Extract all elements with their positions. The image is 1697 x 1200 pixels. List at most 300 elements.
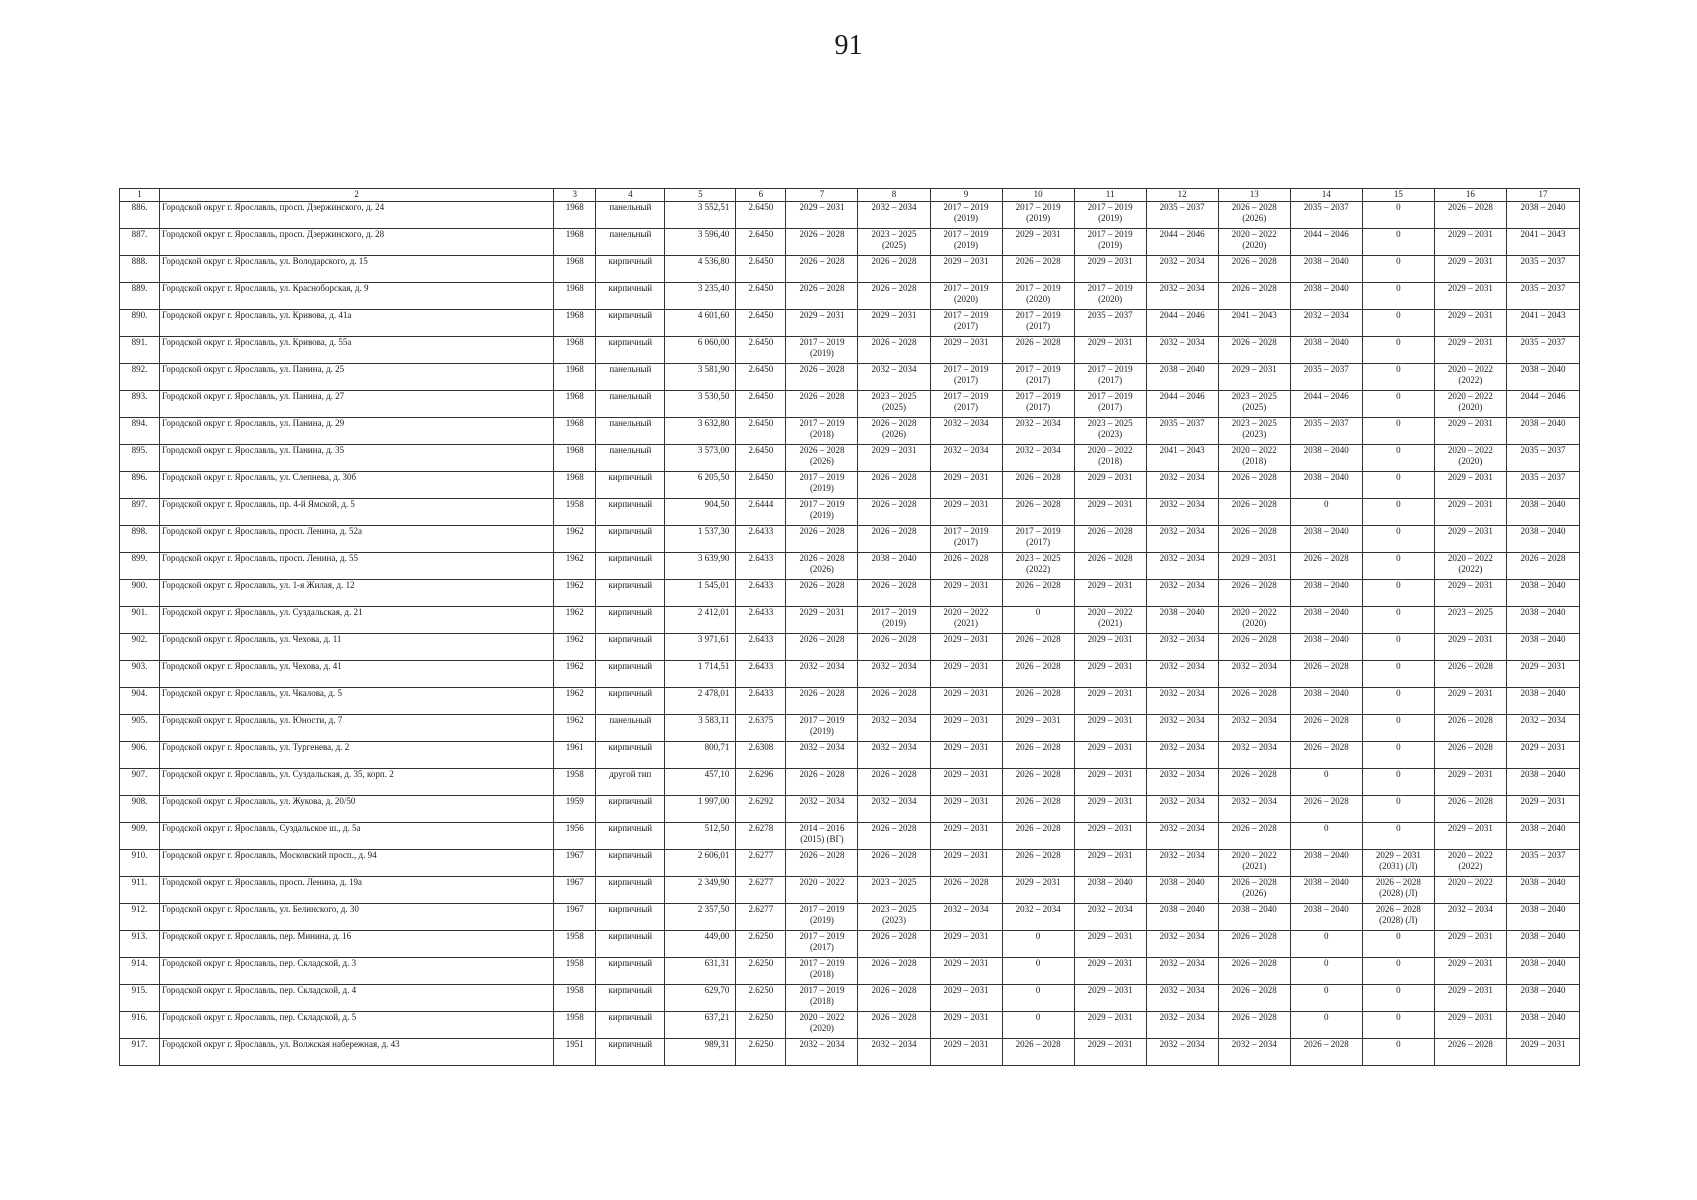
- table-cell: 2026 – 2028: [1434, 715, 1506, 742]
- table-cell: 2026 – 2028: [1002, 472, 1074, 499]
- table-cell: 912.: [120, 904, 160, 931]
- table-cell: 2026 – 2028: [1218, 931, 1290, 958]
- table-cell: 2032 – 2034: [1218, 661, 1290, 688]
- table-cell: 2032 – 2034: [786, 742, 858, 769]
- table-cell: 2032 – 2034: [1146, 715, 1218, 742]
- table-cell: кирпичный: [596, 823, 665, 850]
- table-cell: Городской округ г. Ярославль, ул. Суздальская, д. 21: [160, 607, 554, 634]
- table-cell: панельный: [596, 715, 665, 742]
- table-cell: 2032 – 2034: [1146, 742, 1218, 769]
- table-cell: 2032 – 2034: [786, 796, 858, 823]
- table-cell: 0: [1362, 283, 1434, 310]
- table-cell: 2029 – 2031: [1434, 526, 1506, 553]
- table-cell: 2029 – 2031: [1074, 688, 1146, 715]
- table-cell: 2038 – 2040: [858, 553, 930, 580]
- table-cell: 2038 – 2040: [1290, 850, 1362, 877]
- table-cell: Городской округ г. Ярославль, ул. Кривова, д. 55а: [160, 337, 554, 364]
- table-cell: 2029 – 2031: [930, 337, 1002, 364]
- table-cell: 2017 – 2019 (2020): [1002, 283, 1074, 310]
- table-cell: 0: [1362, 985, 1434, 1012]
- table-cell: 2038 – 2040: [1290, 904, 1362, 931]
- table-cell: 888.: [120, 256, 160, 283]
- table-cell: 2038 – 2040: [1506, 1012, 1579, 1039]
- table-cell: 2029 – 2031: [1074, 499, 1146, 526]
- table-cell: 2020 – 2022 (2021): [1218, 850, 1290, 877]
- table-cell: Городской округ г. Ярославль, ул. Красноборская, д. 9: [160, 283, 554, 310]
- table-cell: 2038 – 2040: [1146, 904, 1218, 931]
- table-cell: 2020 – 2022 (2022): [1434, 850, 1506, 877]
- table-cell: 2029 – 2031: [930, 499, 1002, 526]
- table-cell: 2041 – 2043: [1506, 310, 1579, 337]
- table-cell: 2026 – 2028: [786, 256, 858, 283]
- table-cell: Городской округ г. Ярославль, просп. Дзержинского, д. 24: [160, 202, 554, 229]
- table-cell: 2035 – 2037: [1506, 445, 1579, 472]
- table-cell: панельный: [596, 202, 665, 229]
- table-cell: 0: [1290, 931, 1362, 958]
- table-cell: 2.6433: [736, 607, 786, 634]
- table-cell: 2026 – 2028: [786, 283, 858, 310]
- table-cell: 2032 – 2034: [858, 796, 930, 823]
- table-cell: панельный: [596, 445, 665, 472]
- table-row: [120, 472, 1580, 499]
- table-cell: 917.: [120, 1039, 160, 1066]
- table-cell: 2038 – 2040: [1506, 364, 1579, 391]
- table-cell: кирпичный: [596, 310, 665, 337]
- table-cell: 2026 – 2028: [1218, 958, 1290, 985]
- table-cell: 2029 – 2031: [1434, 418, 1506, 445]
- table-row: [120, 607, 1580, 634]
- table-cell: 2029 – 2031: [1434, 256, 1506, 283]
- table-cell: 2026 – 2028: [1434, 661, 1506, 688]
- table-cell: 2014 – 2016 (2015) (ВГ): [786, 823, 858, 850]
- table-cell: 2017 – 2019 (2019): [786, 472, 858, 499]
- table-cell: Городской округ г. Ярославль, пер. Складской, д. 5: [160, 1012, 554, 1039]
- table-row: [120, 364, 1580, 391]
- table-cell: 2035 – 2037: [1506, 256, 1579, 283]
- table-cell: 2029 – 2031: [930, 661, 1002, 688]
- table-cell: 2023 – 2025: [1434, 607, 1506, 634]
- table-cell: 2029 – 2031: [930, 769, 1002, 796]
- table-cell: 0: [1362, 418, 1434, 445]
- table-cell: 3 583,11: [665, 715, 736, 742]
- table-cell: 0: [1362, 499, 1434, 526]
- table-cell: 6 205,50: [665, 472, 736, 499]
- table-cell: 2035 – 2037: [1074, 310, 1146, 337]
- column-header: 10: [1002, 189, 1074, 202]
- table-cell: 2017 – 2019 (2017): [930, 310, 1002, 337]
- table-cell: 2026 – 2028: [1218, 985, 1290, 1012]
- table-cell: 2038 – 2040: [1290, 283, 1362, 310]
- table-cell: 2029 – 2031: [930, 715, 1002, 742]
- table-cell: 2032 – 2034: [1434, 904, 1506, 931]
- table-cell: Городской округ г. Ярославль, пер. Складской, д. 4: [160, 985, 554, 1012]
- table-cell: 2029 – 2031: [1434, 823, 1506, 850]
- column-header: 11: [1074, 189, 1146, 202]
- table-cell: 2029 – 2031: [1434, 1012, 1506, 1039]
- table-cell: 2.6450: [736, 391, 786, 418]
- table-cell: 0: [1362, 229, 1434, 256]
- table-cell: 913.: [120, 931, 160, 958]
- table-cell: 2.6433: [736, 661, 786, 688]
- table-row: [120, 526, 1580, 553]
- table-cell: 2017 – 2019 (2020): [1074, 283, 1146, 310]
- table-cell: 2017 – 2019 (2018): [786, 985, 858, 1012]
- table-cell: 2026 – 2028 (2026): [786, 445, 858, 472]
- table-cell: 2017 – 2019 (2019): [1074, 202, 1146, 229]
- table-cell: Городской округ г. Ярославль, просп. Ленина, д. 55: [160, 553, 554, 580]
- table-cell: 2041 – 2043: [1218, 310, 1290, 337]
- table-cell: 2026 – 2028: [1218, 256, 1290, 283]
- table-cell: 2038 – 2040: [1146, 364, 1218, 391]
- table-cell: 989,31: [665, 1039, 736, 1066]
- table-cell: 1967: [554, 850, 596, 877]
- table-cell: 2038 – 2040: [1506, 634, 1579, 661]
- table-row: [120, 850, 1580, 877]
- table-cell: 2.6308: [736, 742, 786, 769]
- table-cell: 3 581,90: [665, 364, 736, 391]
- table-cell: 886.: [120, 202, 160, 229]
- column-header: 17: [1506, 189, 1579, 202]
- table-cell: 2026 – 2028: [1290, 742, 1362, 769]
- table-cell: 0: [1362, 310, 1434, 337]
- table-cell: 2017 – 2019 (2018): [786, 418, 858, 445]
- table-cell: Городской округ г. Ярославль, ул. Чехова, д. 11: [160, 634, 554, 661]
- table-cell: 2032 – 2034: [1146, 823, 1218, 850]
- table-cell: 2026 – 2028: [1218, 688, 1290, 715]
- table-cell: 1958: [554, 985, 596, 1012]
- table-cell: Городской округ г. Ярославль, пр. 4-й Ямской, д. 5: [160, 499, 554, 526]
- table-cell: 894.: [120, 418, 160, 445]
- table-cell: 0: [1362, 796, 1434, 823]
- table-cell: 2026 – 2028: [1434, 202, 1506, 229]
- table-cell: 2026 – 2028: [1002, 688, 1074, 715]
- table-cell: 2026 – 2028 (2026): [1218, 877, 1290, 904]
- table-cell: 1968: [554, 337, 596, 364]
- table-cell: 2035 – 2037: [1290, 418, 1362, 445]
- table-row: [120, 553, 1580, 580]
- table-cell: 2026 – 2028: [858, 850, 930, 877]
- table-cell: кирпичный: [596, 337, 665, 364]
- table-cell: 2029 – 2031: [1434, 472, 1506, 499]
- table-cell: кирпичный: [596, 688, 665, 715]
- table-cell: 2029 – 2031: [1506, 796, 1579, 823]
- table-cell: 0: [1362, 445, 1434, 472]
- table-cell: 1958: [554, 958, 596, 985]
- table-cell: 2026 – 2028: [1218, 526, 1290, 553]
- table-cell: 1 714,51: [665, 661, 736, 688]
- table-cell: 2038 – 2040: [1290, 472, 1362, 499]
- table-cell: кирпичный: [596, 742, 665, 769]
- table-cell: 2032 – 2034: [1146, 1039, 1218, 1066]
- table-cell: 0: [1290, 985, 1362, 1012]
- table-cell: 2026 – 2028: [858, 958, 930, 985]
- table-cell: 2017 – 2019 (2017): [786, 931, 858, 958]
- table-cell: 2032 – 2034: [858, 202, 930, 229]
- table-cell: 2029 – 2031: [930, 1012, 1002, 1039]
- table-cell: Городской округ г. Ярославль, ул. Белинского, д. 30: [160, 904, 554, 931]
- table-cell: 3 596,40: [665, 229, 736, 256]
- column-header: 8: [858, 189, 930, 202]
- column-header: 14: [1290, 189, 1362, 202]
- table-cell: 0: [1362, 391, 1434, 418]
- table-cell: 0: [1362, 607, 1434, 634]
- table-cell: 891.: [120, 337, 160, 364]
- table-row: [120, 337, 1580, 364]
- column-header: 1: [120, 189, 160, 202]
- table-cell: Городской округ г. Ярославль, ул. Панина, д. 29: [160, 418, 554, 445]
- table-cell: 2038 – 2040: [1146, 607, 1218, 634]
- table-cell: 2026 – 2028: [786, 364, 858, 391]
- table-cell: 2020 – 2022 (2020): [1434, 445, 1506, 472]
- table-cell: 2029 – 2031: [930, 256, 1002, 283]
- table-cell: 2032 – 2034: [1146, 769, 1218, 796]
- table-cell: 2032 – 2034: [930, 418, 1002, 445]
- table-cell: 2029 – 2031: [786, 202, 858, 229]
- table-cell: 0: [1290, 823, 1362, 850]
- table-cell: 2032 – 2034: [1146, 283, 1218, 310]
- table-row: [120, 742, 1580, 769]
- table-cell: 2017 – 2019 (2019): [1002, 202, 1074, 229]
- table-cell: 2020 – 2022 (2018): [1074, 445, 1146, 472]
- table-cell: 2038 – 2040: [1290, 526, 1362, 553]
- table-row: [120, 580, 1580, 607]
- table-cell: кирпичный: [596, 553, 665, 580]
- table-cell: 2026 – 2028: [1218, 1012, 1290, 1039]
- table-cell: 916.: [120, 1012, 160, 1039]
- table-cell: 1962: [554, 661, 596, 688]
- table-cell: Городской округ г. Ярославль, ул. Жукова, д. 20/50: [160, 796, 554, 823]
- table-cell: 2032 – 2034: [1290, 310, 1362, 337]
- table-cell: 3 639,90: [665, 553, 736, 580]
- table-cell: Городской округ г. Ярославль, ул. Панина, д. 35: [160, 445, 554, 472]
- table-cell: 2038 – 2040: [1290, 877, 1362, 904]
- table-cell: 2026 – 2028: [1002, 769, 1074, 796]
- table-cell: 2026 – 2028: [858, 769, 930, 796]
- table-cell: 2029 – 2031: [930, 958, 1002, 985]
- table-cell: 2026 – 2028: [1074, 553, 1146, 580]
- table-cell: Городской округ г. Ярославль, просп. Ленина, д. 19а: [160, 877, 554, 904]
- table-cell: кирпичный: [596, 1012, 665, 1039]
- table-cell: 1 545,01: [665, 580, 736, 607]
- table-cell: 2029 – 2031: [858, 310, 930, 337]
- table-cell: 2032 – 2034: [930, 904, 1002, 931]
- table-cell: 2044 – 2046: [1146, 391, 1218, 418]
- table-row: [120, 823, 1580, 850]
- table-cell: 2032 – 2034: [1002, 445, 1074, 472]
- table-cell: 2026 – 2028 (2028) (Л): [1362, 904, 1434, 931]
- table-cell: 2023 – 2025 (2025): [858, 391, 930, 418]
- table-cell: 2029 – 2031: [1074, 337, 1146, 364]
- table-cell: 1962: [554, 688, 596, 715]
- table-cell: 2029 – 2031: [1074, 580, 1146, 607]
- table-cell: 1 537,30: [665, 526, 736, 553]
- column-header: 13: [1218, 189, 1290, 202]
- table-cell: 2026 – 2028: [786, 850, 858, 877]
- table-cell: кирпичный: [596, 985, 665, 1012]
- table-cell: 2032 – 2034: [1146, 337, 1218, 364]
- table-cell: 2038 – 2040: [1290, 337, 1362, 364]
- table-cell: 901.: [120, 607, 160, 634]
- table-cell: 2029 – 2031: [1074, 715, 1146, 742]
- table-cell: 2.6277: [736, 877, 786, 904]
- column-header: 3: [554, 189, 596, 202]
- table-cell: 2020 – 2022 (2020): [1434, 391, 1506, 418]
- table-cell: 914.: [120, 958, 160, 985]
- table-cell: 904,50: [665, 499, 736, 526]
- table-cell: 2029 – 2031: [1074, 472, 1146, 499]
- table-cell: 2032 – 2034: [1218, 1039, 1290, 1066]
- table-cell: 1968: [554, 391, 596, 418]
- table-cell: 2029 – 2031: [1434, 580, 1506, 607]
- table-cell: 2038 – 2040: [1290, 580, 1362, 607]
- table-cell: 2035 – 2037: [1290, 364, 1362, 391]
- table-cell: 2023 – 2025 (2023): [858, 904, 930, 931]
- table-cell: 2029 – 2031: [1074, 742, 1146, 769]
- table-cell: 2026 – 2028: [1506, 553, 1579, 580]
- table-cell: 2.6450: [736, 472, 786, 499]
- table-cell: 0: [1362, 553, 1434, 580]
- table-cell: Городской округ г. Ярославль, ул. Чехова, д. 41: [160, 661, 554, 688]
- table-cell: 2 412,01: [665, 607, 736, 634]
- table-cell: 2026 – 2028: [1074, 526, 1146, 553]
- table-cell: 2032 – 2034: [1146, 796, 1218, 823]
- table-cell: 2026 – 2028: [786, 526, 858, 553]
- table-cell: 1968: [554, 229, 596, 256]
- table-cell: 2032 – 2034: [930, 445, 1002, 472]
- table-cell: 2032 – 2034: [1146, 580, 1218, 607]
- table-cell: 2.6450: [736, 310, 786, 337]
- table-cell: панельный: [596, 418, 665, 445]
- table-cell: 2017 – 2019 (2018): [786, 958, 858, 985]
- table-cell: Городской округ г. Ярославль, ул. Володарского, д. 15: [160, 256, 554, 283]
- table-cell: 1962: [554, 580, 596, 607]
- table-cell: 2.6450: [736, 364, 786, 391]
- table-cell: 2026 – 2028: [1218, 823, 1290, 850]
- table-cell: 1958: [554, 931, 596, 958]
- table-cell: 2.6433: [736, 553, 786, 580]
- table-cell: 2029 – 2031: [1434, 310, 1506, 337]
- table-cell: 2026 – 2028: [1290, 553, 1362, 580]
- table-cell: 2017 – 2019 (2017): [1002, 310, 1074, 337]
- table-cell: 2026 – 2028: [1218, 634, 1290, 661]
- table-cell: 2032 – 2034: [1146, 256, 1218, 283]
- table-cell: 1962: [554, 607, 596, 634]
- table-cell: 0: [1362, 823, 1434, 850]
- table-cell: 2026 – 2028: [858, 526, 930, 553]
- table-cell: 2023 – 2025: [858, 877, 930, 904]
- table-cell: 0: [1362, 769, 1434, 796]
- table-row: [120, 661, 1580, 688]
- table-cell: 2026 – 2028 (2026): [1218, 202, 1290, 229]
- table-cell: 2026 – 2028: [786, 688, 858, 715]
- table-cell: 2029 – 2031: [1434, 769, 1506, 796]
- column-header: 4: [596, 189, 665, 202]
- table-cell: 2017 – 2019 (2017): [1074, 364, 1146, 391]
- table-cell: Городской округ г. Ярославль, Московский просп., д. 94: [160, 850, 554, 877]
- table-cell: 2032 – 2034: [1146, 985, 1218, 1012]
- table-cell: 2026 – 2028: [858, 634, 930, 661]
- table-cell: 800,71: [665, 742, 736, 769]
- table-cell: 2029 – 2031: [930, 580, 1002, 607]
- table-cell: 2026 – 2028: [858, 931, 930, 958]
- table-cell: 2026 – 2028: [930, 877, 1002, 904]
- table-cell: 2032 – 2034: [1146, 1012, 1218, 1039]
- table-cell: 3 573,00: [665, 445, 736, 472]
- table-cell: 2029 – 2031: [1074, 769, 1146, 796]
- table-cell: 2029 – 2031: [1434, 499, 1506, 526]
- table-cell: 897.: [120, 499, 160, 526]
- table-cell: 2038 – 2040: [1146, 877, 1218, 904]
- table-cell: панельный: [596, 364, 665, 391]
- table-cell: 900.: [120, 580, 160, 607]
- table-cell: 2038 – 2040: [1218, 904, 1290, 931]
- table-cell: 2029 – 2031: [1434, 985, 1506, 1012]
- table-cell: 3 552,51: [665, 202, 736, 229]
- table-cell: 2029 – 2031: [930, 931, 1002, 958]
- table-cell: 2.6450: [736, 283, 786, 310]
- table-cell: 2026 – 2028: [1002, 499, 1074, 526]
- table-cell: 2026 – 2028: [1002, 850, 1074, 877]
- table-cell: 2023 – 2025 (2022): [1002, 553, 1074, 580]
- table-cell: 2044 – 2046: [1290, 391, 1362, 418]
- table-cell: 2032 – 2034: [1146, 958, 1218, 985]
- table-cell: 896.: [120, 472, 160, 499]
- table-row: [120, 931, 1580, 958]
- table-cell: 2026 – 2028 (2026): [858, 418, 930, 445]
- table-cell: 6 060,00: [665, 337, 736, 364]
- table-cell: 2020 – 2022 (2022): [1434, 364, 1506, 391]
- table-cell: Городской округ г. Ярославль, пер. Складской, д. 3: [160, 958, 554, 985]
- table-row: [120, 1012, 1580, 1039]
- table-cell: кирпичный: [596, 526, 665, 553]
- table-cell: 2038 – 2040: [1290, 634, 1362, 661]
- table-cell: 2032 – 2034: [1146, 931, 1218, 958]
- table-cell: 2044 – 2046: [1146, 229, 1218, 256]
- table-cell: 2020 – 2022 (2020): [1218, 229, 1290, 256]
- table-cell: 2038 – 2040: [1290, 445, 1362, 472]
- table-cell: 2026 – 2028: [1002, 796, 1074, 823]
- table-cell: 0: [1362, 688, 1434, 715]
- table-cell: другой тип: [596, 769, 665, 796]
- table-cell: 911.: [120, 877, 160, 904]
- table-cell: 2035 – 2037: [1146, 202, 1218, 229]
- table-cell: 2035 – 2037: [1290, 202, 1362, 229]
- table-cell: 1962: [554, 715, 596, 742]
- table-cell: 2017 – 2019 (2017): [1002, 364, 1074, 391]
- column-header: 9: [930, 189, 1002, 202]
- table-cell: 2038 – 2040: [1506, 904, 1579, 931]
- table-cell: 2029 – 2031 (2031) (Л): [1362, 850, 1434, 877]
- table-row: [120, 391, 1580, 418]
- table-cell: 1968: [554, 445, 596, 472]
- table-cell: 0: [1290, 958, 1362, 985]
- table-cell: Городской округ г. Ярославль, ул. Суздальская, д. 35, корп. 2: [160, 769, 554, 796]
- column-header: 7: [786, 189, 858, 202]
- table-cell: 2032 – 2034: [1218, 715, 1290, 742]
- table-cell: 915.: [120, 985, 160, 1012]
- table-cell: 2044 – 2046: [1146, 310, 1218, 337]
- table-body: [120, 202, 1580, 1066]
- table-cell: 2.6296: [736, 769, 786, 796]
- table-cell: 2.6250: [736, 985, 786, 1012]
- table-cell: 2032 – 2034: [858, 364, 930, 391]
- table-cell: 2026 – 2028: [1002, 1039, 1074, 1066]
- table-cell: 2038 – 2040: [1506, 823, 1579, 850]
- table-row: [120, 985, 1580, 1012]
- table-cell: Городской округ г. Ярославль, ул. Кривова, д. 41а: [160, 310, 554, 337]
- table-cell: 903.: [120, 661, 160, 688]
- table-cell: 2017 – 2019 (2017): [1002, 391, 1074, 418]
